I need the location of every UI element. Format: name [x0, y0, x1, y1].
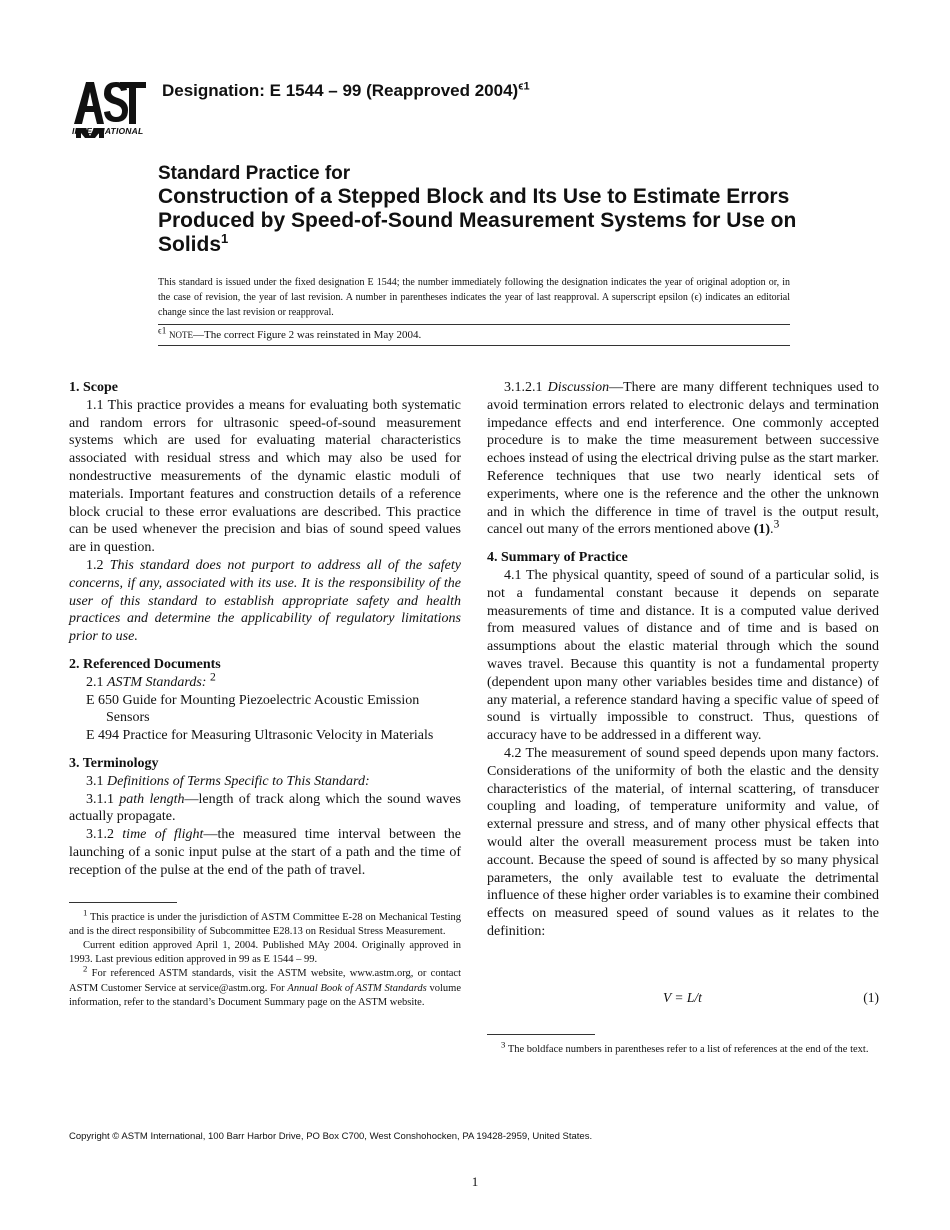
footnote-text: The boldface numbers in parentheses refer to a list of references at the end of the text. — [507, 1044, 869, 1055]
paragraph-text: —There are many different techniques used to avoid termination errors related to electronic delays and termination impedance effects and end interference. One commonly accepted procedure is to make the time measurement between successive echoes instead of using the electrical driving pulse as the start marker. Reference techniques that use two nearly identical sets of experiments, where one is the reference and the other the unknown and in which the difference in time of travel is the output result, cancel out many of the errors mentioned above — [487, 380, 879, 538]
title-main-text: Construction of a Stepped Block and Its Use to Estimate Errors Produced by Speed-of-Sound Measurement Systems for Use on Solids — [158, 185, 797, 256]
definition-text: —length of track along which the sound waves actually propagate. — [69, 791, 462, 825]
footnote-mark: 2 — [83, 963, 88, 974]
right-footnotes — [487, 1034, 879, 1057]
paragraph: 1.1 This practice provides a means for evaluating both systematic and random errors for ultrasonic speed-of-sound measurement systems which are used for evaluating material characteristics associated with residual stress and which may also be used for nondestructive measurements of the dynamic elastic moduli of materials. Important features and construction details of a reference block crucial to these error evaluations are described. This practice can be used whenever the precision and bias of sound speed values are in question. — [69, 397, 461, 556]
paragraph: 4.2 The measurement of sound speed depends upon many factors. Considerations of the uniformity of both the elastic and the density characteristics of the material, of internal scattering, of transducer coupling and loading, of temperature uniformity and value, of external pressure and stress, and of many other physical effects that would alter the overall measurement process must be taken into account. Because the speed of sound is affected by so many physical parameters, the only available test to evaluate the detrimental influence of these higher order variables is to examine their combined effects on measured speed of sound values as it relates to the definition: — [487, 745, 879, 939]
paragraph — [69, 557, 461, 646]
left-column — [69, 379, 461, 1010]
paragraph-number: 1.2 — [86, 557, 104, 573]
section-heading: 2. Referenced Documents — [69, 656, 221, 672]
footnote-mark: 3 — [773, 517, 780, 531]
paragraph: 4.1 The physical quantity, speed of sound of a particular solid, is not a fundamental constant because it depends on separate measurements of time and distance. It is a computed value derived from measured values of distance and of time and is based on assumptions about the elastic material through which the sound waves travel. Because this quantity is not a fundamental property (dependent upon many other variables besides time and distance) of any material, a reference standard having a specific value of speed of sound is virtually impossible to construct. Thus, questions of accuracy have to be addressed in a different way. — [487, 567, 879, 744]
term: time of flight — [122, 827, 204, 843]
footnote — [69, 963, 462, 1010]
paragraph-text: This standard does not purport to address all of the safety concerns, if any, associated with its use. It is the responsibility of the user of this standard to establish appropriate safety and health practices and determine the applicability of regulatory limitations prior to use. — [69, 557, 461, 645]
reference-citation: (1) — [753, 522, 771, 538]
paragraph-number: 2.1 — [86, 674, 104, 690]
reference-item: E 650 Guide for Mounting Piezoelectric Acoustic Emission Sensors — [86, 692, 420, 726]
paragraph-text: ASTM Standards: — [107, 674, 207, 690]
note-text: —The correct Figure 2 was reinstated in May 2004. — [193, 329, 422, 341]
section-heading: 3. Terminology — [69, 755, 159, 771]
issuance-statement: This standard is issued under the fixed designation E 1544; the number immediately following the designation indicates the year of original adoption or, in the case of revision, the year of last revision. A number in parentheses indicates the year of last reapproval. A superscript epsilon (ϵ) indicates an editorial change since the last revision or reapproval. — [158, 277, 790, 318]
term: path length — [119, 791, 185, 807]
footnote-mark: 3 — [501, 1039, 506, 1050]
paragraph-number: 3.1.2 — [86, 827, 114, 843]
term: Discussion — [547, 380, 610, 395]
equation-expression: V = L/t — [663, 990, 702, 1005]
section-heading: 4. Summary of Practice — [487, 550, 628, 566]
editorial-mark: ϵ1 — [158, 325, 167, 336]
footnote-text: For referenced ASTM standards, visit the ASTM website, www.astm.org, or contact ASTM Customer Service at service@astm.org. For — [69, 968, 462, 994]
paragraph: 3.1.2.1 Discussion—There are many different techniques used to avoid termination errors related to electronic delays and termination impedance effects and end interference. One commonly accepted procedure is to make the time measurement between successive echoes instead of using the electrical driving pulse as the start marker. Reference techniques that use two nearly identical sets of experiments, where one is the reference and the other the unknown and in which the difference in time of travel is the output result, cancel out many of the errors mentioned above (1).$^3$ — [487, 380, 879, 538]
footnote-text: This practice is under the jurisdiction of ASTM Committee E-28 on Mechanical Testing and is the direct responsibility of Subcommittee E28.13 on Residual Stress Measurement. — [69, 911, 461, 937]
paragraph — [69, 773, 461, 791]
definition — [69, 791, 461, 827]
title-block — [158, 163, 858, 257]
paragraph-number: 3.1.2.1 — [504, 380, 543, 395]
note-label: NOTE — [169, 330, 194, 340]
designation-epsilon: ϵ1 — [518, 80, 530, 93]
page-number: 1 — [471, 1174, 479, 1189]
footnote-mark: 1 — [83, 907, 88, 918]
footnote: Current edition approved April 1, 2004. Published MAy 2004. Originally approved in 1993. Last previous edition approved in 99 as E 1544 – 99. — [69, 939, 461, 966]
title-line1: Standard Practice for — [158, 163, 351, 184]
footnote-text: volume information, refer to the standard’s Document Summary page on the ASTM website. — [69, 982, 461, 1008]
title-footnote-mark: 1 — [221, 231, 229, 246]
document-title — [158, 185, 858, 257]
section-heading: 1. Scope — [69, 380, 118, 395]
equation-number: (1) — [863, 990, 879, 1005]
footnote — [69, 907, 461, 939]
designation-text: Designation: E 1544 – 99 (Reapproved 2004) — [162, 81, 519, 100]
definition-text: —the measured time interval between the launching of a sonic input pulse at the start of a path and the time of reception of the pulse at the end of the path of travel. — [69, 827, 462, 878]
paragraph — [69, 670, 461, 692]
footnote — [487, 1039, 879, 1057]
designation — [162, 81, 530, 101]
paragraph-text: Definitions of Terms Specific to This Standard: — [107, 773, 370, 789]
definition — [69, 826, 461, 879]
right-column — [487, 379, 879, 941]
paragraph-number: 3.1.1 — [86, 791, 114, 807]
reference-item: E 494 Practice for Measuring Ultrasonic Velocity in Materials — [86, 728, 434, 744]
divider — [158, 324, 790, 325]
footnote-title: Annual Book of ASTM Standards — [287, 982, 427, 994]
paragraph-number: 3.1 — [86, 773, 104, 789]
logo-label: INTERNATIONAL — [72, 126, 144, 136]
footnote-mark: 2 — [209, 670, 216, 684]
divider — [158, 345, 790, 346]
copyright: Copyright © ASTM International, 100 Barr Harbor Drive, PO Box C700, West Conshohocken, PA 19428-2959, United States. — [69, 1131, 593, 1142]
editorial-note — [158, 325, 422, 341]
